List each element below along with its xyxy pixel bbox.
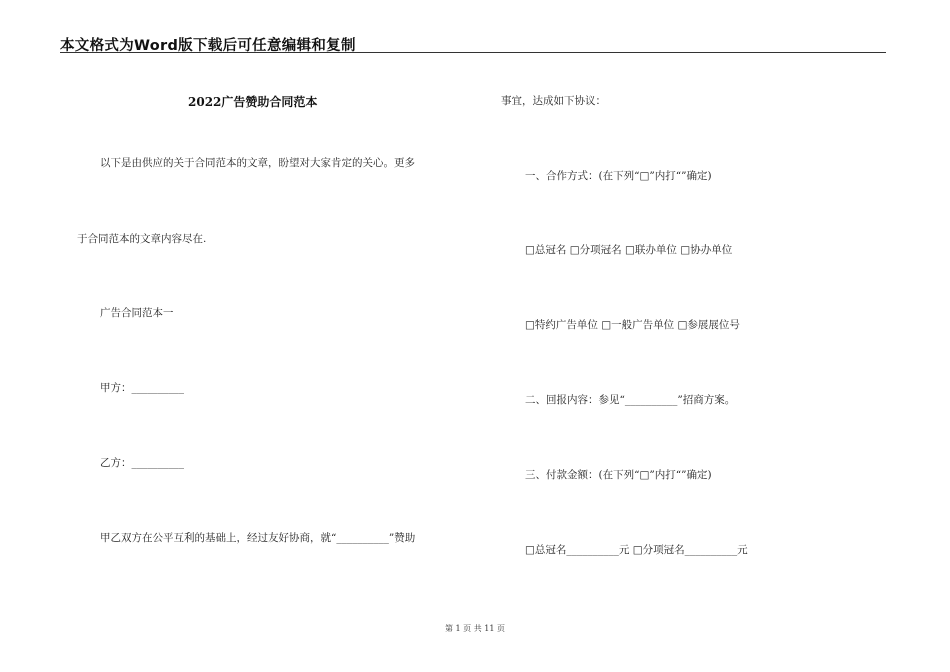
document-header: 本文格式为Word版下载后可任意编辑和复制 (60, 38, 356, 54)
continuation-line: 事宜，达成如下协议： (501, 95, 606, 107)
section-title: 广告合同范本一 (100, 307, 174, 319)
intro-line-1: 以下是由供应的关于合同范本的文章，盼望对大家肯定的关心。更多 (100, 157, 415, 169)
item-1-options-a: □总冠名 □分项冠名 □联办单位 □协办单位 (525, 244, 733, 256)
item-3-title: 三、付款金额：(在下列“□”内打“”确定) (525, 469, 712, 481)
agreement-line: 甲乙双方在公平互利的基础上，经过友好协商，就“__________”赞助 (100, 532, 416, 544)
item-2-title: 二、回报内容：参见“__________”招商方案。 (525, 394, 736, 406)
item-1-title: 一、合作方式：(在下列“□”内打“”确定) (525, 170, 712, 182)
header-divider (60, 52, 886, 53)
party-b-field: 乙方：__________ (100, 457, 184, 469)
document-title: 2022广告赞助合同范本 (188, 95, 318, 109)
intro-line-2: 于合同范本的文章内容尽在. (77, 233, 207, 245)
item-1-options-b: □特约广告单位 □一般广告单位 □参展展位号 (525, 319, 740, 331)
party-a-field: 甲方：__________ (100, 382, 184, 394)
item-3-options: □总冠名__________元 □分项冠名__________元 (525, 544, 748, 556)
page-footer: 第 1 页 共 11 页 (445, 624, 505, 633)
